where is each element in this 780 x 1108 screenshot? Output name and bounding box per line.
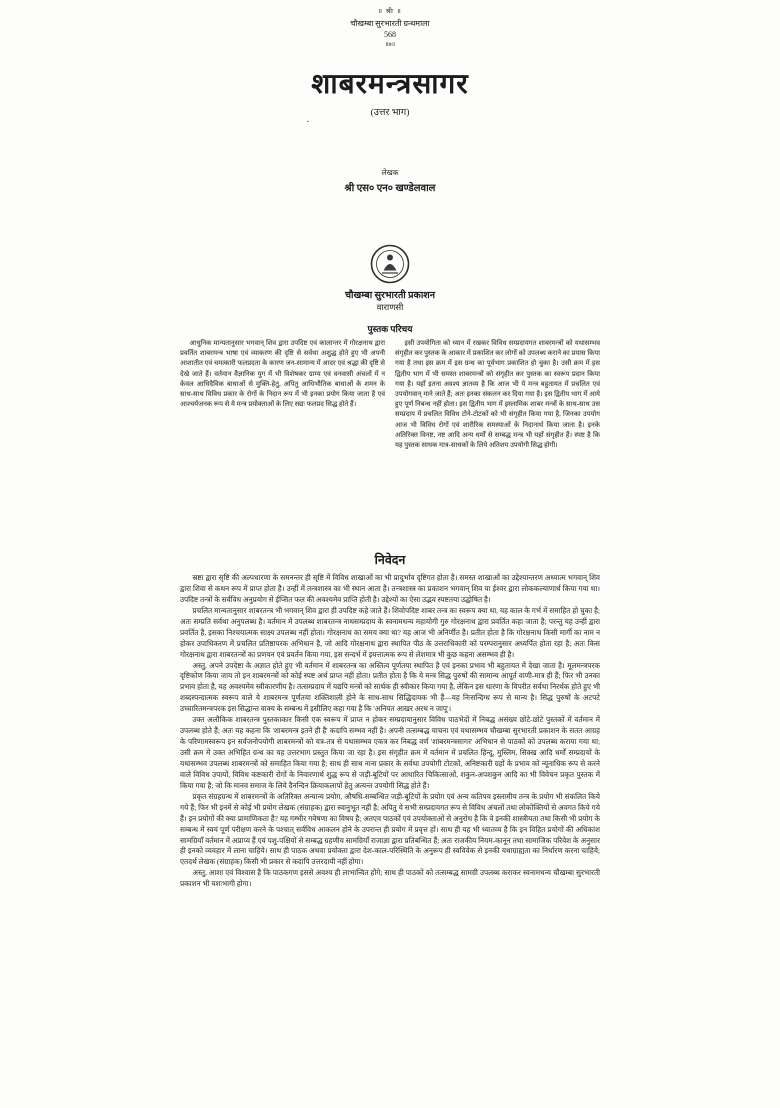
intro-columns <box>180 339 600 541</box>
book-subtitle: (उत्तर भाग) <box>370 108 410 118</box>
invocation: ॥ श्रीः ॥ <box>378 8 402 15</box>
publisher-name: चौखम्बा सुरभारती प्रकाशन <box>344 291 436 301</box>
book-intro-section <box>180 322 600 541</box>
publisher-logo-icon <box>370 244 410 284</box>
nivedan-heading: निवेदन <box>374 553 406 567</box>
scan-speck: · <box>306 116 310 128</box>
publisher-city: वाराणसी <box>376 302 404 312</box>
nivedan-paragraph: प्रकृत संग्रहग्रन्थ में शाबरमन्त्रों के अतिरिक्त अन्यान्य प्रयोग, औषधि-सम्बन्धित जड़ी-बूटियों के प्रयोग एवं अन्य कतिपय इस्लामीय तन्त्र के प्रयोग भी संकलित किये गये हैं; फिर भी इनमें से कोई भी प्रयोग लेखक (संग्राहक) द्वारा स्वानुभूत नहीं है; अपितु ये सभी सम्प्रदायगत रूप से विविध अंचलों तथा लोकोक्तियों से अवगत किये गये हैं। इन प्रयोगों की क्या प्रामाणिकता है? यह गम्भीर गवेषणा का विषय है; अतएव पाठकों एवं उपयोक्ताओं से अनुरोध है कि वे इनकी शास्त्रीयता तथा किसी भी प्रयोग के सम्बन्ध में स्वयं पूर्ण परीक्षण करने के पश्चात् सर्वविध आकलन होने के उपरान्त ही प्रयोग में प्रवृत्त हों। साथ ही यह भी ध्यातव्य है कि इन विहित प्रयोगों की अधिकांश सामग्रियाँ वर्तमान में अप्राप्य हैं एवं पशु-पक्षियों से सम्बद्ध ग्रहणीय सामग्रियाँ राजाज्ञा द्वारा प्रतिबन्धित हैं; अतः राजकीय नियम-कानून तथा सामाजिक परिवेश के अनुसार ही इनको व्यवहार में लाना चाहिये। साथ ही पाठक अथवा प्रयोक्ता द्वारा देश-काल-परिस्थिति के अनुरूप ही स्वविवेक से इनकी यथाग्राह्यता का निर्धारण करना चाहिये; एतदर्थ लेखक (संग्राहक) किसी भी प्रकार से कदापि उत्तरदायी नहीं होगा। <box>180 791 600 867</box>
nivedan-paragraph: अस्तु, अपने उपदेष्टा के अज्ञात होते हुए भी वर्तमान में शाबरतन्त्र का अस्तित्व पूर्णतया स्थापित है एवं इनका प्रभाव भी बहुतायत में देखा जाता है। मूलमन्त्रपरक दृष्टिकोण किया जाय तो इन शाबरमन्त्रों को कोई स्पष्ट अर्थ प्राप्त नहीं होता। प्रतीत होता है कि ये मन्त्र सिद्ध पुरुषों की सामान्य आपूर्त वाणी-मात्र ही हैं; फिर भी उनका प्रभाव होता है, यह अवश्यमेव स्वीकारणीय है। तत्सम्प्रदाय में यद्यपि मन्त्रों को सार्थक ही स्वीकार किया गया है, लेकिन इस धारणा के विपरीत सर्वथा निरर्थक होते हुए भी शब्दस्पन्दात्मक स्वरूप वाले ये शाबरमन्त्र पूर्णतया शक्तिशाली होने के साथ-साथ सिद्धिदायक भी हैं—यह निःसन्दिग्ध रूप से मान्य है। सिद्ध पुरुषों के अटपटे उच्चारितमन्त्रपरक इस सिद्धान्त वाक्य के सम्बन्ध में इसीलिए कहा गया है कि 'अनियत आखर अरथ न जापू'। <box>180 660 600 714</box>
author-name: श्री एस० एन० खण्डेलवाल <box>344 183 436 194</box>
nivedan-paragraph: प्रचलित मान्यतानुसार शाबरतन्त्र भी भगवान् शिव द्वारा ही उपदिष्ट कहे जाते हैं। शिवोपदिष्ट शाबर तन्त्र का स्वरूप क्या था, यह काल के गर्भ में समाहित हो चुका है; अतः सम्प्रति सर्वथा अनुपलब्ध है। वर्तमान में उपलब्ध शाबरतन्त्र नाथसम्प्रदाय के स्वनामधन्य महायोगी गुरु गोरक्षनाथ द्वारा प्रवर्तित कहा जाता है; परन्तु यह उन्हीं द्वारा प्रवर्तित है, इसका निश्चयात्मक साक्ष्य उपलब्ध नहीं होता। गोरक्षनाथ का समय क्या था? यह आज भी अनिर्णीत है। प्रतीत होता है कि गोरक्षनाथ किसी मार्गी का नाम न होकर उपाधिकरण में प्रचलित प्रतिष्ठापरक अभिधान है, जो आदि गोरक्षनाथ द्वारा स्थापित पीठ के उत्तराधिकारी को परम्परानुसार अध्यर्पित होता रहा है; अतः किस गोरक्षनाथ द्वारा शाबरतन्त्रों का प्रणयन एवं प्रवर्तन किया गया, इस सन्दर्भ में इयत्तात्मक रूप से लेशमात्र भी कुछ कहना असम्भव ही है। <box>180 605 600 659</box>
book-title: शाबरमन्त्रसागर <box>311 69 469 100</box>
intro-heading: पुस्तक परिचय <box>367 324 413 334</box>
intro-right-column: इसी उपयोगिता को ध्यान में रखकर विविध सम्प्रदायगत शाबरमन्त्रों को यथासम्भव संगृहीत कर पुस्तक के आकार में प्रकाशित कर लोगों को उपलब्ध कराने का प्रयास किया गया है तथा इस क्रम में इस ग्रन्थ का पूर्वभाग प्रकाशित हो चुका है। उसी क्रम में इस द्वितीय भाग में भी समस्त शाबरमन्त्रों को संगृहीत कर पुस्तक का स्वरूप प्रदान किया गया है। यहाँ इतना अवश्य ज्ञातव्य है कि आज भी ये मन्त्र बहुतायत में प्रचलित एवं उपयोगवान् माने जाते हैं; अतः इनका संकलन कर दिया गया है। इस द्वितीय भाग में आये हुए पूर्ण निबन्ध नहीं होता। इस द्वितीय भाग में इस्लामिक शाबर मन्त्रों के साथ-साथ उस सम्प्रदाय में प्रचलित विविध टोने-टोटकों को भी संगृहीत किया गया है, जिनका उपयोग आज भी विविध रोगों एवं शारीरिक समस्याओं के निदानार्थ किया जाता है। इनके अतिरिक्त विनष्ट, नष्ट आदि अन्य धर्मों से सम्बद्ध मन्त्र भी यहाँ संगृहीत हैं। स्पष्ट है कि यह पुस्तक साधक मात्र-साधकों के लिये अतिशय उपयोगी सिद्ध होगी। <box>395 340 600 449</box>
nivedan-section <box>180 551 600 890</box>
series-number: 568 <box>384 30 396 39</box>
nivedan-paragraph: अस्तु, आशा एवं विश्वास है कि पाठकगण इससे अवश्य ही लाभान्वित होंगे; साथ ही पाठकों को तत्सम्बद्ध सामग्री उपलब्ध कराकर स्वनामधन्य चौखम्बा सुरभारती प्रकाशन भी यशःभागी होगा। <box>180 868 600 889</box>
series-name: चौखम्बा सुरभारती ग्रन्थमाला <box>350 19 430 28</box>
nivedan-paragraph: उक्त अलौकिक शाबरतन्त्र पुस्तकाकार किसी एक स्वरूप में प्राप्त न होकर सम्प्रदायानुसार विविध पाठभेदों में निबद्ध असंख्य छोटे-छोटे पुस्तकों में वर्तमान में उपलब्ध होते हैं; अतः यह कहना कि 'शाबरमन्त्र इतने ही हैं' कदापि सम्भव नहीं है। अपनी तत्सम्बद्ध याचना एवं यथासम्भव चौखम्बा सुरभारती प्रकाशन के सतत आग्रह के परिणामस्वरूप इन सर्वजनोपयोगी शाबरमन्त्रों को यत्र-तत्र से यथासम्भव एकत्र कर निबद्ध वर्ण 'शाबरमन्त्रसागर' अभिधान से पाठकों को उपलब्ध कराया गया था; उसी क्रम में उक्त अभिहित ग्रन्थ का यह उत्तरभाग प्रस्तुत किया जा रहा है। इस संगृहीत क्रम में वर्तमान में प्रचलित हिन्दू, मुस्लिम, सिक्ख आदि धर्मों सम्प्रदायों के यथासम्भव उपलब्ध शाबरमन्त्रों को समाहित किया गया है; साथ ही साथ नाना प्रकार के सर्वथा उपयोगी टोटकों, अनिष्टकारी ग्रहों के प्रभाव को न्यूनाधिक रूप से करने वाले विविध उपायों, विविध कष्टकारी रोगों के निवारणार्थ शुद्ध रूप से जड़ी-बूटियों पर आधारित चिकित्साओं, शकुन-अपशकुन आदि का भी विवेचन प्रकृत पुस्तक में किया गया है; जो कि मानव समाज के लिये दैनन्दिन क्रियाकलापों हेतु अत्यन्त उपयोगी सिद्ध होते हैं। <box>180 715 600 790</box>
intro-left-column: आधुनिक मान्यतानुसार भगवान् शिव द्वारा उपदिष्ट एवं कालान्तर में गोरक्षनाथ द्वारा प्रवर्तित शाबरमन्त्र भाषा एवं व्याकरण की दृष्टि से सर्वथा अशुद्ध होते हुए भी अपनी आशातीत एवं चमत्कारी फलप्रदता के कारण जन-सामान्य में आदर एवं श्रद्धा की दृष्टि से देखे जाते हैं। वर्तमान वैज्ञानिक युग में भी विशेषकर ग्राम्य एवं वनवासी अंचलों में न केवल आधिदैविक बाधाओं से मुक्ति-हेतु, अपितु आधिभौतिक बाधाओं के शमन के साथ-साथ विविध प्रकार के रोगों के निदान रूप में भी इनका प्रयोग किया जाता है एवं आश्चर्यजनक रूप से ये मन्त्र प्रयोक्ताओं के लिए सद्यः फलप्रद सिद्ध होते हैं। <box>180 340 385 409</box>
ornament-mark: ॥७॥ <box>384 42 396 48</box>
nivedan-paragraph: स्रष्टा द्वारा सृष्टि की अल्पधारणा के समनन्तर ही सृष्टि में विविध शाखाओं का भी प्रादुर्भाव दृष्टिगत होता है। समस्त शाखाओं का उद्देश्यान्तरण अध्यात्म भगवान् शिव द्वारा शिवा से कथन रूप में प्राप्त होता है। उन्हीं में तन्त्रशास्त्र का भी स्थान आता है। तन्त्रशास्त्र का प्रकाशन भगवान् शिव या ईश्वर द्वारा लोककल्याणार्थ किया गया था। उपदिष्ट तन्त्रों के सर्वविध अनुप्रयोग से ईप्सित फल की अवश्यमेव प्राप्ति होती है। उद्देश्यों का ऐसा उद्भव स्पष्टतया उद्घोषित है। <box>180 573 600 604</box>
author-label: लेखक <box>381 168 399 177</box>
